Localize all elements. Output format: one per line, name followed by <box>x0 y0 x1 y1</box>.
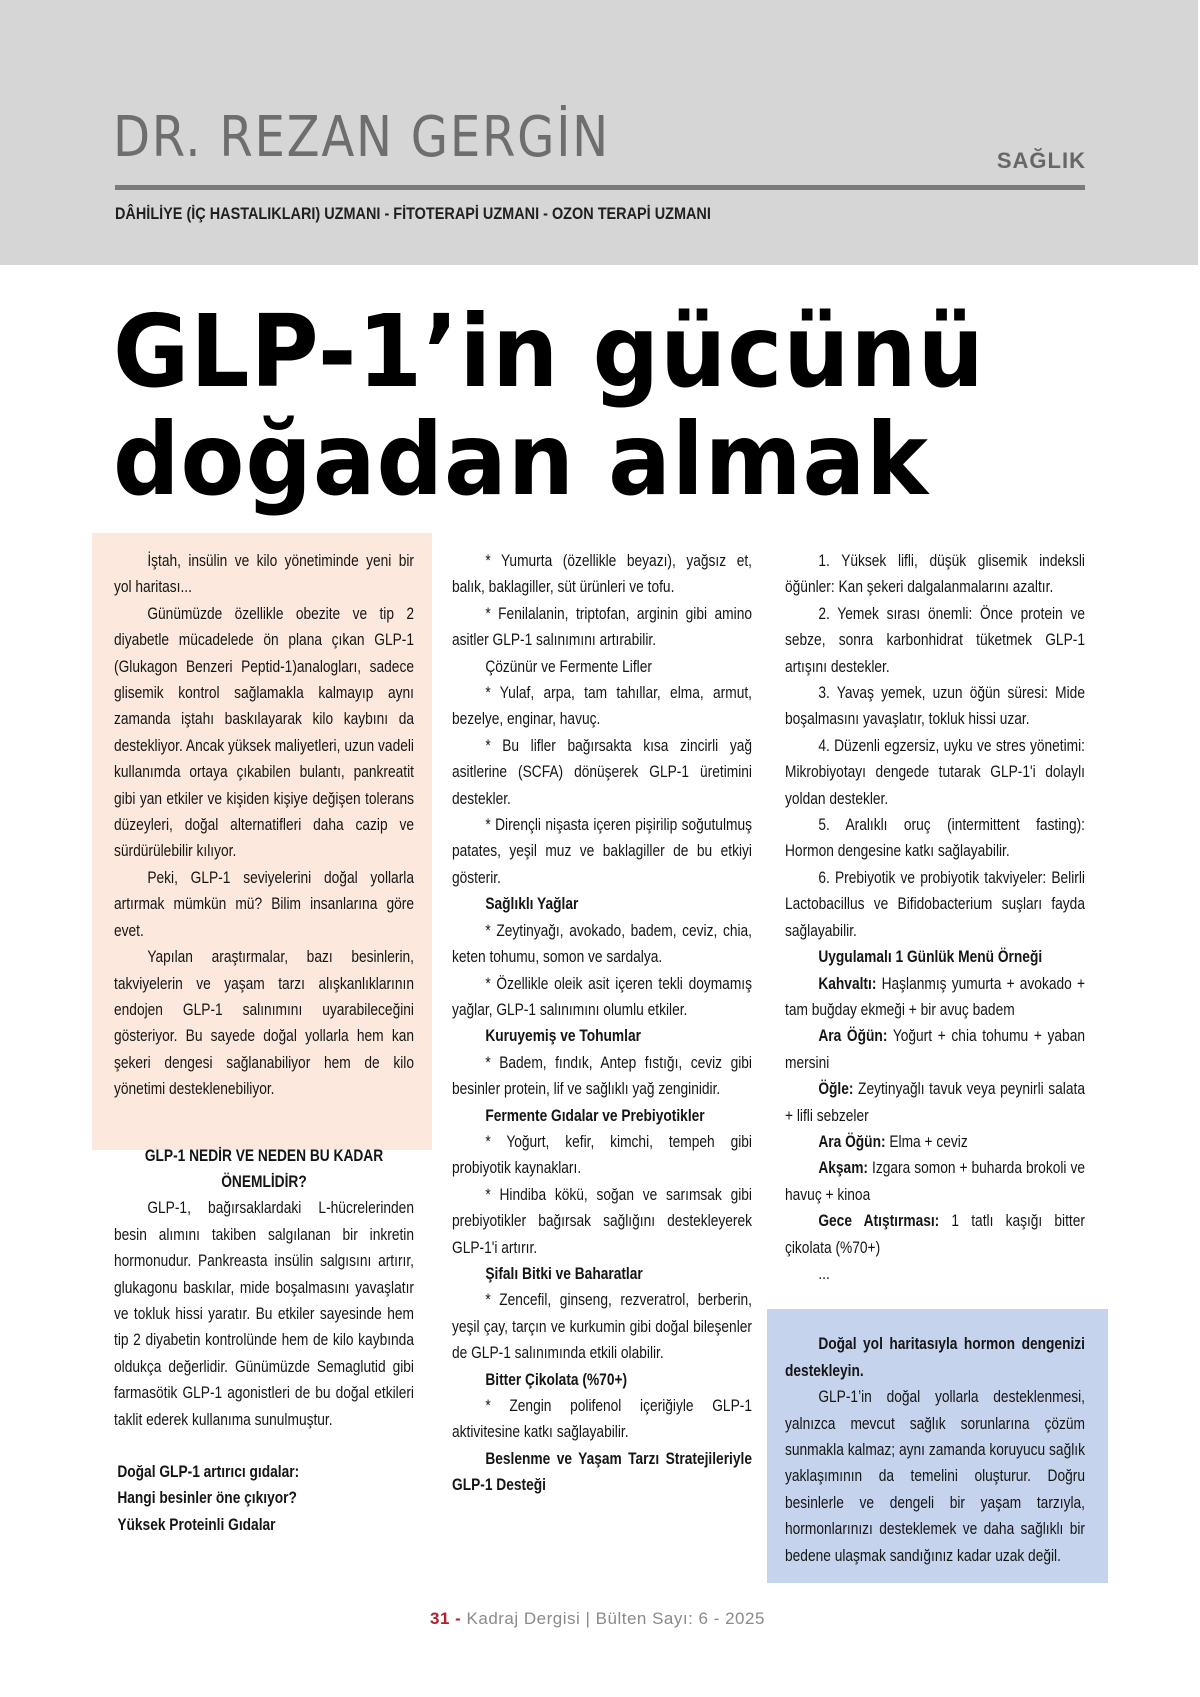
food-subheading: Kuruyemiş ve Tohumlar <box>485 1027 641 1046</box>
strategy-item: 3. Yavaş yemek, uzun öğün süresi: Mide boşalmasını yavaşlatır, tokluk hissi uzar. <box>785 684 1085 729</box>
title-line-2: doğadan almak <box>113 401 929 518</box>
food-item: * Yulaf, arpa, tam tahıllar, elma, armut, bezelye, enginar, havuç. <box>452 684 752 729</box>
food-subheading: Çözünür ve Fermente Lifler <box>485 657 652 676</box>
foods-heading-line: Yüksek Proteinli Gıdalar <box>117 1515 276 1534</box>
page-number: 31 - <box>430 1609 462 1628</box>
page-footer <box>430 1609 765 1629</box>
strategy-item: 6. Prebiyotik ve probiyotik takviyeler: Belirli Lactobacillus ve Bifidobacterium suşları fayda sağlayabilir. <box>785 868 1085 940</box>
strategy-item: 5. Aralıklı oruç (intermittent fasting): Hormon dengesine katkı sağlayabilir. <box>785 816 1085 861</box>
author-specialty: DÂHİLİYE (İÇ HASTALIKLARI) UZMANI - FİTOTERAPİ UZMANI - OZON TERAPİ UZMANI <box>115 204 711 223</box>
conclusion-heading: Doğal yol haritasıyla hormon dengenizi destekleyin. <box>785 1335 1085 1380</box>
foods-heading <box>114 1459 414 1538</box>
foods-heading-line: Doğal GLP-1 artırıcı gıdalar: <box>117 1463 300 1481</box>
what-is-section <box>114 1143 414 1433</box>
foods-column <box>452 548 752 1499</box>
food-subheading: Sağlıklı Yağlar <box>485 895 579 914</box>
strategy-item: 4. Düzenli egzersiz, uyku ve stres yönetimi: Mikrobiyotayı dengede tutarak GLP-1'i dolaylı yoldan destekler. <box>785 736 1085 808</box>
food-item: * Yoğurt, kefir, kimchi, tempeh gibi probiyotik kaynakları. <box>452 1132 752 1178</box>
intro-paragraph: Günümüzde özellikle obezite ve tip 2 diyabetle mücadelede ön plana çıkan GLP-1 (Glukagon Benzeri Peptid-1)analogları, sadece glisemik kontrol sağlamakla kalmayıp aynı zamanda iştahı baskılayarak kilo kaybını da destekliyor. Ancak yüksek maliyetleri, uzun vadeli kullanımda ortaya çıkabilen bulantı, pankreatit gibi yan etkiler ve kişiden kişiye değişen tolerans düzeyleri, doğal alternatifleri daha cazip ve sürdürülebilir kılıyor. <box>114 604 414 861</box>
food-item: * Badem, fındık, Antep fıstığı, ceviz gibi besinler protein, lif ve sağlıklı yağ zenginidir. <box>452 1053 752 1099</box>
left-column <box>114 548 414 1538</box>
strategy-item: 1. Yüksek lifli, düşük glisemik indeksli öğünler: Kan şekeri dalgalanmalarını azaltır. <box>785 552 1085 597</box>
article-title <box>113 293 985 518</box>
menu-item: Kahvaltı: Haşlanmış yumurta + avokado + tam buğday ekmeği + bir avuç badem <box>785 974 1085 1019</box>
menu-ellipsis: ... <box>818 1264 830 1283</box>
food-subheading: Şifalı Bitki ve Baharatlar <box>485 1264 643 1283</box>
conclusion-section <box>785 1331 1085 1569</box>
food-item: * Zeytinyağı, avokado, badem, ceviz, chia, keten tohumu, somon ve sardalya. <box>452 921 752 967</box>
menu-item: Öğle: Zeytinyağlı tavuk veya peynirli salata + lifli sebzeler <box>785 1080 1085 1125</box>
food-item: * Özellikle oleik asit içeren tekli doymamış yağlar, GLP-1 salınımını olumlu etkiler. <box>452 974 752 1019</box>
food-subheading: Fermente Gıdalar ve Prebiyotikler <box>485 1106 705 1125</box>
food-item: * Zencefil, ginseng, rezveratrol, berberin, yeşil çay, tarçın ve kurkumin gibi doğal bileşenler de GLP-1 salınımında etkili olabilir. <box>452 1291 752 1363</box>
strategies-heading: Beslenme ve Yaşam Tarzı Stratejileriyle GLP-1 Desteği <box>452 1449 752 1495</box>
what-is-heading: GLP-1 NEDİR VE NEDEN BU KADAR ÖNEMLİDİR? <box>144 1146 384 1191</box>
conclusion-body: GLP-1’in doğal yollarla desteklenmesi, yalnızca mevcut sağlık sorunlarına çözüm sunmakla kalmaz; aynı zamanda koruyucu sağlık yaklaşımının da temelini oluşturur. Doğru besinlerle ve dengeli bir yaşam tarzıyla, hormonlarınızı desteklemek ve daha sağlıklı bir bedene ulaşmak sandığınız kadar uzak değil. <box>785 1388 1085 1565</box>
header-divider <box>115 185 1085 190</box>
menu-heading: Uygulamalı 1 Günlük Menü Örneği <box>818 948 1043 967</box>
intro-paragraph: Yapılan araştırmalar, bazı besinlerin, takviyelerin ve yaşam tarzı alışkanlıklarının endojen GLP-1 salınımını uyarabileceğini gösteriyor. Bu sayede doğal yollarla hem kan şekeri dengesi sağlanabiliyor hem de kilo yönetimi desteklenebiliyor. <box>114 948 414 1099</box>
menu-item: Gece Atıştırması: 1 tatlı kaşığı bitter çikolata (%70+) <box>785 1212 1085 1257</box>
foods-heading-line: Hangi besinler öne çıkıyor? <box>117 1489 297 1508</box>
menu-item: Akşam: Izgara somon + buharda brokoli ve havuç + kinoa <box>785 1159 1085 1204</box>
food-item: * Bu lifler bağırsakta kısa zincirli yağ asitlerine (SCFA) dönüşerek GLP-1 üretimini destekler. <box>452 736 752 808</box>
what-is-body: GLP-1, bağırsaklardaki L-hücrelerinden besin alımını takiben salgılanan bir inkretin hormonudur. Pankreasta insülin salgısını artırır, glukagonu baskılar, mide boşalmasını yavaşlatır ve tokluk hissi yaratır. Bu etkiler sayesinde hem tip 2 diyabetin kontrolünde hem de kilo kaybında oldukça değerlidir. Günümüzde Semaglutid gibi farmasötik GLP-1 agonistleri de bu doğal etkileri taklit ederek kullanıma sunulmuştur. <box>114 1199 414 1429</box>
menu-item: Ara Öğün: Yoğurt + chia tohumu + yaban mersini <box>785 1027 1086 1072</box>
section-label: SAĞLIK <box>996 148 1086 173</box>
food-item: * Dirençli nişasta içeren pişirilip soğutulmuş patates, yeşil muz ve baklagiller de bu etkiyi gösterir. <box>452 816 752 887</box>
intro-section <box>114 548 414 1103</box>
food-item: * Fenilalanin, triptofan, arginin gibi amino asitler GLP-1 salınımını artırabilir. <box>452 604 752 650</box>
intro-paragraph: İştah, insülin ve kilo yönetiminde yeni bir yol haritası... <box>114 552 414 597</box>
strategy-item: 2. Yemek sırası önemli: Önce protein ve sebze, sonra karbonhidrat tüketmek GLP-1 artışını destekler. <box>785 604 1085 676</box>
author-name: DR. REZAN GERGİN <box>113 105 610 170</box>
intro-paragraph: Peki, GLP-1 seviyelerini doğal yollarla artırmak mümkün mü? Bilim insanlarına göre evet. <box>114 868 414 940</box>
right-column <box>785 548 1085 1569</box>
publication-info: Kadraj Dergisi | Bülten Sayı: 6 - 2025 <box>461 1609 765 1628</box>
food-item: * Hindiba kökü, soğan ve sarımsak gibi prebiyotikler bağırsak sağlığını destekleyerek GLP-1'i artırır. <box>452 1185 752 1257</box>
title-line-1: GLP-1’in gücünü <box>113 293 985 410</box>
food-subheading: Bitter Çikolata (%70+) <box>485 1370 628 1389</box>
food-item: * Yumurta (özellikle beyazı), yağsız et, balık, baklagiller, süt ürünleri ve tofu. <box>452 552 752 597</box>
menu-item: Ara Öğün: Elma + ceviz <box>818 1132 968 1151</box>
food-item: * Zengin polifenol içeriğiyle GLP-1 aktivitesine katkı sağlayabilir. <box>452 1397 752 1442</box>
